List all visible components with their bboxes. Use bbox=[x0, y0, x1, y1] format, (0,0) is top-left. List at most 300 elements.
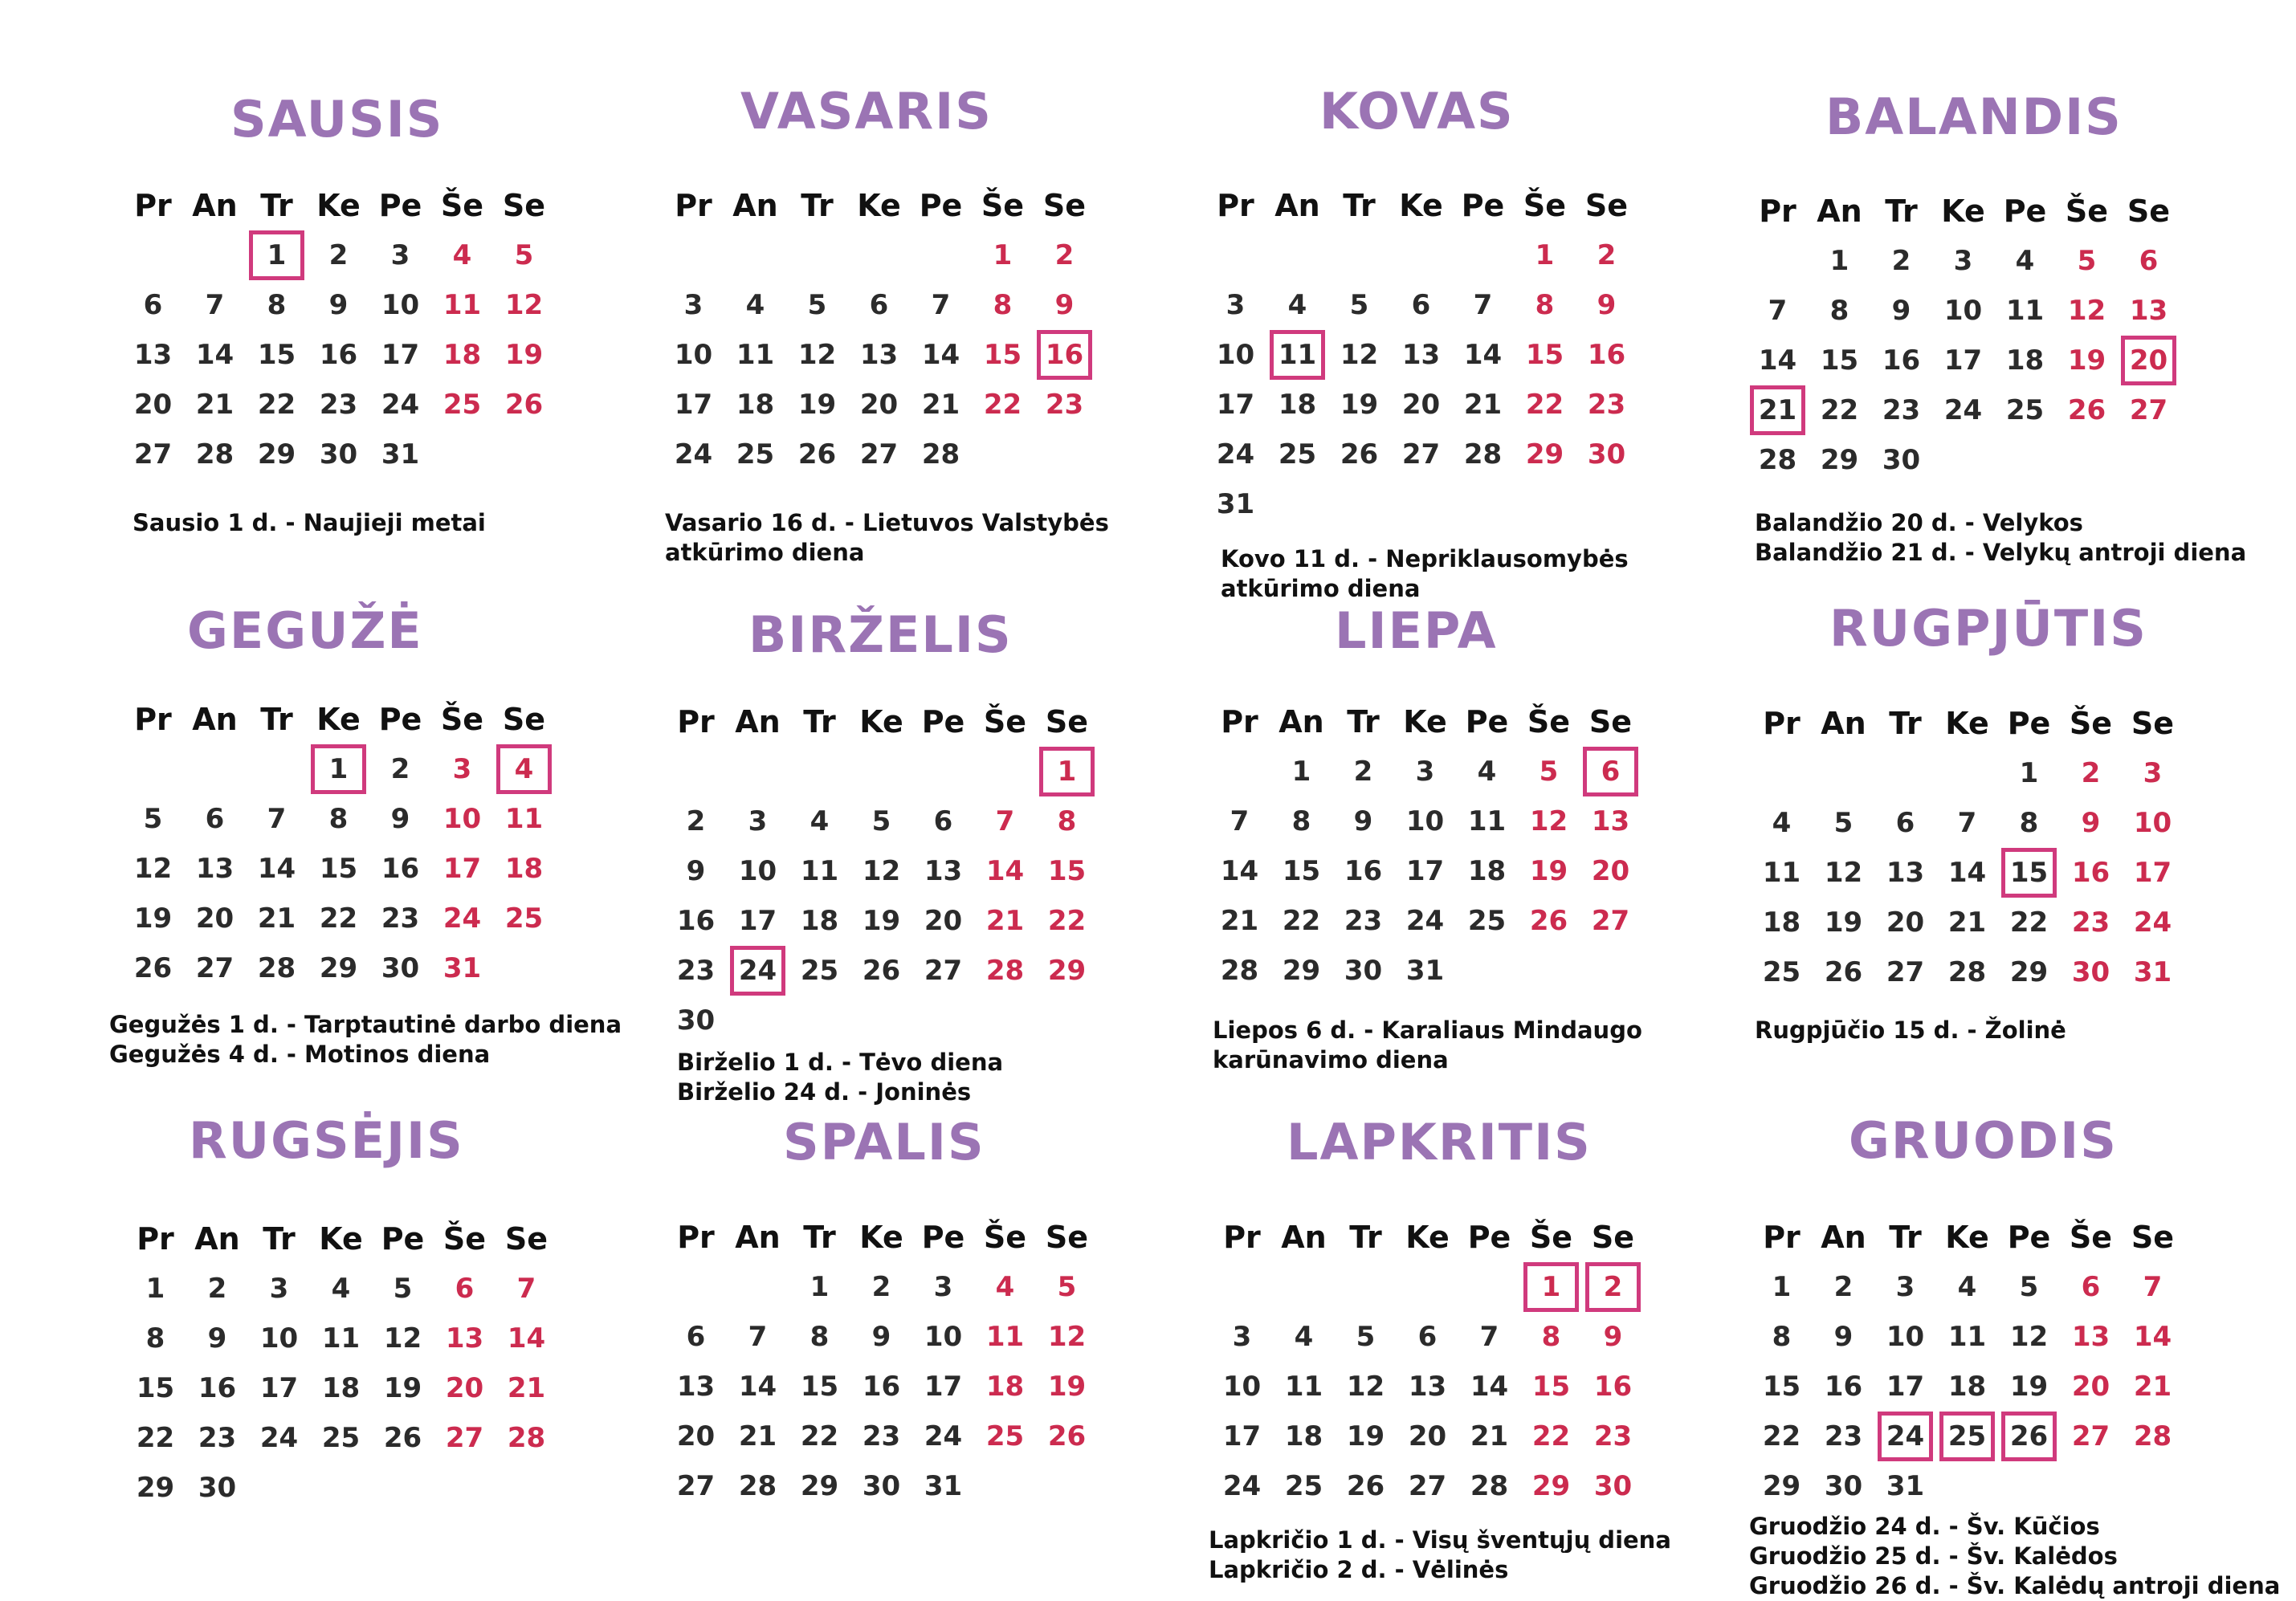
day-cell: 2 bbox=[207, 1273, 227, 1305]
empty-cell bbox=[974, 747, 1036, 796]
day-cell: 27 bbox=[924, 955, 963, 987]
day-cell: 5 bbox=[143, 803, 163, 835]
weekday-header: Ke bbox=[1945, 706, 1989, 741]
day-cell: 9 bbox=[1833, 1321, 1854, 1353]
day-cell: 3 bbox=[1895, 1271, 1915, 1303]
weekday-header: Se bbox=[502, 188, 546, 223]
weekday-header: Ke bbox=[319, 1221, 363, 1257]
day-cell: 25 bbox=[1762, 956, 1801, 988]
day-cell: 25 bbox=[1467, 905, 1507, 937]
holiday-day-cell: 24 bbox=[730, 946, 785, 996]
day-cell: 20 bbox=[1591, 855, 1630, 887]
day-cell: 14 bbox=[257, 853, 296, 885]
day-cell: 27 bbox=[2129, 394, 2168, 426]
day-cell: 22 bbox=[1282, 905, 1321, 937]
day-cell: 15 bbox=[1525, 339, 1564, 371]
day-cell: 4 bbox=[1477, 756, 1497, 788]
month-title: SAUSIS bbox=[230, 90, 444, 149]
day-cell: 25 bbox=[800, 955, 839, 987]
day-cell: 10 bbox=[1222, 1371, 1262, 1403]
month-grid-kovas bbox=[1205, 181, 1637, 529]
day-cell: 8 bbox=[1291, 805, 1311, 837]
day-cell: 11 bbox=[1467, 805, 1507, 837]
day-cell: 9 bbox=[686, 855, 706, 887]
day-cell: 20 bbox=[1886, 906, 1925, 939]
day-cell: 20 bbox=[195, 902, 234, 935]
month-title: RUGSĖJIS bbox=[189, 1111, 464, 1170]
month-grid-balandis bbox=[1747, 186, 2180, 485]
empty-cell bbox=[724, 230, 786, 280]
weekday-header: An bbox=[1274, 188, 1320, 223]
day-cell: 29 bbox=[1531, 1470, 1571, 1502]
day-cell: 19 bbox=[862, 905, 901, 937]
day-cell: 27 bbox=[859, 438, 899, 471]
weekday-header: Se bbox=[1591, 1220, 1635, 1255]
weekday-header: Še bbox=[440, 702, 484, 737]
empty-cell bbox=[246, 744, 308, 794]
weekday-header: Se bbox=[2127, 194, 2171, 229]
day-cell: 25 bbox=[321, 1422, 361, 1454]
holiday-notes bbox=[1213, 1016, 1642, 1075]
day-cell: 7 bbox=[205, 289, 225, 321]
day-cell: 6 bbox=[2081, 1271, 2101, 1303]
weekday-header: Še bbox=[2069, 706, 2113, 741]
day-cell: 9 bbox=[328, 289, 349, 321]
day-cell: 19 bbox=[1340, 389, 1379, 421]
month-grid-birželis bbox=[665, 697, 1098, 1045]
weekday-header: Se bbox=[2131, 1220, 2175, 1255]
day-cell: 17 bbox=[442, 853, 482, 885]
weekday-header: Pr bbox=[134, 702, 172, 737]
day-cell: 16 bbox=[676, 905, 716, 937]
empty-cell bbox=[912, 747, 974, 796]
holiday-notes bbox=[1749, 1512, 2280, 1601]
day-cell: 11 bbox=[2005, 295, 2045, 327]
holiday-day-cell: 21 bbox=[1750, 385, 1805, 435]
day-cell: 23 bbox=[1882, 394, 1921, 426]
day-cell: 17 bbox=[674, 389, 713, 421]
weekday-header: Ke bbox=[1405, 1220, 1450, 1255]
weekday-header: Ke bbox=[1399, 188, 1443, 223]
day-cell: 10 bbox=[1405, 805, 1445, 837]
holiday-day-cell: 16 bbox=[1037, 330, 1092, 380]
day-cell: 11 bbox=[985, 1321, 1025, 1353]
day-cell: 1 bbox=[1291, 756, 1311, 788]
day-cell: 23 bbox=[1593, 1420, 1633, 1452]
holiday-note: Vasario 16 d. - Lietuvos Valstybės bbox=[665, 509, 1109, 536]
month-title: KOVAS bbox=[1319, 82, 1515, 141]
holiday-note: Birželio 1 d. - Tėvo diena bbox=[677, 1049, 1004, 1076]
day-cell: 28 bbox=[195, 438, 234, 471]
day-cell: 8 bbox=[1057, 805, 1077, 837]
day-cell: 26 bbox=[1346, 1470, 1385, 1502]
day-cell: 2 bbox=[1353, 756, 1373, 788]
day-cell: 26 bbox=[1529, 905, 1568, 937]
day-cell: 9 bbox=[1597, 289, 1617, 321]
weekday-header: Tr bbox=[1885, 194, 1918, 229]
day-cell: 23 bbox=[1344, 905, 1383, 937]
day-cell: 22 bbox=[1820, 394, 1859, 426]
day-cell: 4 bbox=[452, 239, 472, 271]
weekday-header: Še bbox=[1529, 1220, 1573, 1255]
day-cell: 9 bbox=[1603, 1321, 1623, 1353]
day-cell: 12 bbox=[504, 289, 544, 321]
day-cell: 26 bbox=[1340, 438, 1379, 471]
day-cell: 13 bbox=[1401, 339, 1441, 371]
day-cell: 16 bbox=[1824, 1371, 1863, 1403]
day-cell: 2 bbox=[686, 805, 706, 837]
day-cell: 24 bbox=[674, 438, 713, 471]
day-cell: 7 bbox=[1230, 805, 1250, 837]
day-cell: 12 bbox=[1340, 339, 1379, 371]
weekday-header: Tr bbox=[1889, 1220, 1922, 1255]
day-cell: 4 bbox=[1957, 1271, 1977, 1303]
day-cell: 10 bbox=[1943, 295, 1983, 327]
day-cell: 28 bbox=[985, 955, 1025, 987]
month-title: BALANDIS bbox=[1825, 88, 2123, 146]
day-cell: 10 bbox=[259, 1322, 299, 1355]
day-cell: 31 bbox=[1886, 1470, 1925, 1502]
holiday-notes bbox=[133, 508, 486, 538]
day-cell: 14 bbox=[921, 339, 960, 371]
day-cell: 3 bbox=[933, 1271, 953, 1303]
day-cell: 15 bbox=[257, 339, 296, 371]
day-cell: 3 bbox=[390, 239, 410, 271]
day-cell: 6 bbox=[143, 289, 163, 321]
empty-cell bbox=[1751, 748, 1813, 798]
day-cell: 28 bbox=[507, 1422, 546, 1454]
day-cell: 6 bbox=[2139, 245, 2159, 277]
day-cell: 29 bbox=[2009, 956, 2049, 988]
weekday-header: Pe bbox=[1461, 188, 1505, 223]
weekday-header: An bbox=[1281, 1220, 1327, 1255]
day-cell: 15 bbox=[983, 339, 1022, 371]
day-cell: 30 bbox=[1882, 444, 1921, 476]
day-cell: 18 bbox=[736, 389, 775, 421]
day-cell: 15 bbox=[1531, 1371, 1571, 1403]
day-cell: 12 bbox=[133, 853, 173, 885]
weekday-header: Pe bbox=[381, 1221, 425, 1257]
day-cell: 22 bbox=[1047, 905, 1087, 937]
empty-cell bbox=[1397, 1262, 1458, 1312]
holiday-note: Kovo 11 d. - Nepriklausomybės bbox=[1221, 545, 1629, 572]
weekday-header: Se bbox=[1045, 1220, 1089, 1255]
empty-cell bbox=[789, 747, 850, 796]
day-cell: 7 bbox=[748, 1321, 768, 1353]
day-cell: 8 bbox=[810, 1321, 830, 1353]
day-cell: 23 bbox=[381, 902, 420, 935]
day-cell: 12 bbox=[1824, 857, 1863, 889]
day-cell: 23 bbox=[198, 1422, 237, 1454]
day-cell: 3 bbox=[1953, 245, 1973, 277]
day-cell: 16 bbox=[1344, 855, 1383, 887]
day-cell: 18 bbox=[1278, 389, 1317, 421]
weekday-header: Se bbox=[504, 1221, 549, 1257]
day-cell: 29 bbox=[319, 952, 358, 984]
day-cell: 5 bbox=[807, 289, 827, 321]
day-cell: 29 bbox=[1762, 1470, 1801, 1502]
weekday-header: Pe bbox=[2003, 194, 2047, 229]
holiday-day-cell: 1 bbox=[311, 744, 366, 794]
day-cell: 18 bbox=[442, 339, 482, 371]
weekday-header: An bbox=[194, 1221, 240, 1257]
weekday-header: Ke bbox=[859, 1220, 903, 1255]
day-cell: 20 bbox=[1401, 389, 1441, 421]
day-cell: 17 bbox=[1943, 344, 1983, 377]
day-cell: 20 bbox=[133, 389, 173, 421]
day-cell: 1 bbox=[1772, 1271, 1792, 1303]
day-cell: 13 bbox=[924, 855, 963, 887]
day-cell: 1 bbox=[145, 1273, 165, 1305]
day-cell: 10 bbox=[674, 339, 713, 371]
day-cell: 18 bbox=[985, 1371, 1025, 1403]
month-title: GRUODIS bbox=[1849, 1111, 2118, 1170]
weekday-header: Pr bbox=[134, 188, 172, 223]
weekday-header: Tr bbox=[1343, 188, 1376, 223]
day-cell: 21 bbox=[2133, 1371, 2172, 1403]
weekday-header: Ke bbox=[857, 188, 901, 223]
day-cell: 6 bbox=[686, 1321, 706, 1353]
day-cell: 9 bbox=[1891, 295, 1911, 327]
day-cell: 3 bbox=[683, 289, 703, 321]
weekday-header: Še bbox=[440, 188, 484, 223]
day-cell: 14 bbox=[985, 855, 1025, 887]
month-grid-rugsėjis bbox=[124, 1214, 557, 1513]
weekday-header: An bbox=[1821, 1220, 1866, 1255]
weekday-header: Še bbox=[981, 188, 1025, 223]
day-cell: 5 bbox=[514, 239, 534, 271]
month-grid-gruodis bbox=[1751, 1212, 2184, 1511]
day-cell: 9 bbox=[871, 1321, 891, 1353]
day-cell: 17 bbox=[1405, 855, 1445, 887]
weekday-header: Pr bbox=[137, 1221, 174, 1257]
holiday-note: Birželio 24 d. - Joninės bbox=[677, 1078, 972, 1106]
holiday-note: karūnavimo diena bbox=[1213, 1046, 1449, 1073]
day-cell: 5 bbox=[1057, 1271, 1077, 1303]
weekday-header: Ke bbox=[1941, 194, 1985, 229]
day-cell: 5 bbox=[2019, 1271, 2039, 1303]
day-cell: 21 bbox=[1947, 906, 1987, 939]
day-cell: 18 bbox=[1947, 1371, 1987, 1403]
weekday-header: Ke bbox=[316, 702, 361, 737]
weekday-header: Pe bbox=[921, 704, 965, 739]
day-cell: 15 bbox=[319, 853, 358, 885]
holiday-note: Rugpjūčio 15 d. - Žolinė bbox=[1755, 1016, 2066, 1044]
weekday-header: Ke bbox=[316, 188, 361, 223]
day-cell: 7 bbox=[1957, 807, 1977, 839]
day-cell: 27 bbox=[1408, 1470, 1447, 1502]
weekday-header: Pe bbox=[2007, 706, 2051, 741]
day-cell: 4 bbox=[1294, 1321, 1314, 1353]
day-cell: 1 bbox=[1535, 239, 1555, 271]
day-cell: 4 bbox=[745, 289, 765, 321]
day-cell: 2 bbox=[1833, 1271, 1854, 1303]
empty-cell bbox=[1211, 1262, 1273, 1312]
day-cell: 31 bbox=[924, 1470, 963, 1502]
month-grid-gegužė bbox=[122, 695, 555, 993]
day-cell: 31 bbox=[442, 952, 482, 984]
day-cell: 12 bbox=[1047, 1321, 1087, 1353]
day-cell: 5 bbox=[1356, 1321, 1376, 1353]
day-cell: 8 bbox=[993, 289, 1013, 321]
month-grid-vasaris bbox=[663, 181, 1095, 479]
day-cell: 22 bbox=[319, 902, 358, 935]
holiday-day-cell: 25 bbox=[1939, 1412, 1995, 1461]
day-cell: 15 bbox=[136, 1372, 175, 1404]
day-cell: 12 bbox=[2009, 1321, 2049, 1353]
day-cell: 7 bbox=[267, 803, 287, 835]
day-cell: 5 bbox=[871, 805, 891, 837]
day-cell: 21 bbox=[195, 389, 234, 421]
weekday-header: Še bbox=[2069, 1220, 2113, 1255]
day-cell: 22 bbox=[1531, 1420, 1571, 1452]
empty-cell bbox=[184, 744, 246, 794]
day-cell: 10 bbox=[738, 855, 777, 887]
day-cell: 8 bbox=[1535, 289, 1555, 321]
weekday-header: Se bbox=[502, 702, 546, 737]
day-cell: 25 bbox=[504, 902, 544, 935]
day-cell: 28 bbox=[738, 1470, 777, 1502]
day-cell: 11 bbox=[1284, 1371, 1323, 1403]
day-cell: 30 bbox=[381, 952, 420, 984]
holiday-note: Gruodžio 26 d. - Šv. Kalėdų antroji diena bbox=[1749, 1572, 2281, 1599]
day-cell: 28 bbox=[1947, 956, 1987, 988]
weekday-header: Se bbox=[2131, 706, 2175, 741]
day-cell: 6 bbox=[933, 805, 953, 837]
day-cell: 19 bbox=[797, 389, 837, 421]
day-cell: 23 bbox=[319, 389, 358, 421]
day-cell: 2 bbox=[390, 753, 410, 785]
empty-cell bbox=[1328, 230, 1390, 280]
weekday-header: Pr bbox=[1217, 188, 1254, 223]
day-cell: 22 bbox=[983, 389, 1022, 421]
empty-cell bbox=[1874, 748, 1936, 798]
day-cell: 19 bbox=[1824, 906, 1863, 939]
day-cell: 6 bbox=[869, 289, 889, 321]
day-cell: 24 bbox=[1216, 438, 1255, 471]
day-cell: 7 bbox=[1479, 1321, 1499, 1353]
day-cell: 30 bbox=[1824, 1470, 1863, 1502]
day-cell: 17 bbox=[1222, 1420, 1262, 1452]
day-cell: 7 bbox=[516, 1273, 536, 1305]
holiday-note: Gruodžio 25 d. - Šv. Kalėdos bbox=[1749, 1542, 2118, 1570]
day-cell: 21 bbox=[257, 902, 296, 935]
day-cell: 21 bbox=[507, 1372, 546, 1404]
day-cell: 25 bbox=[985, 1420, 1025, 1452]
weekday-header: Pe bbox=[2007, 1220, 2051, 1255]
holiday-notes bbox=[1755, 508, 2246, 568]
empty-cell bbox=[1747, 236, 1809, 286]
weekday-header: Tr bbox=[803, 704, 836, 739]
empty-cell bbox=[122, 744, 184, 794]
day-cell: 12 bbox=[797, 339, 837, 371]
weekday-header: Tr bbox=[260, 188, 293, 223]
day-cell: 18 bbox=[2005, 344, 2045, 377]
day-cell: 14 bbox=[1220, 855, 1259, 887]
day-cell: 8 bbox=[1541, 1321, 1561, 1353]
day-cell: 20 bbox=[859, 389, 899, 421]
weekday-header: An bbox=[1817, 194, 1862, 229]
day-cell: 27 bbox=[676, 1470, 716, 1502]
day-cell: 15 bbox=[1282, 855, 1321, 887]
day-cell: 9 bbox=[1054, 289, 1075, 321]
day-cell: 2 bbox=[1891, 245, 1911, 277]
day-cell: 13 bbox=[2129, 295, 2168, 327]
month-grid-liepa bbox=[1209, 697, 1641, 996]
day-cell: 20 bbox=[2071, 1371, 2110, 1403]
day-cell: 8 bbox=[2019, 807, 2039, 839]
holiday-day-cell: 1 bbox=[249, 230, 304, 280]
day-cell: 7 bbox=[931, 289, 951, 321]
day-cell: 2 bbox=[2081, 757, 2101, 789]
day-cell: 14 bbox=[1947, 857, 1987, 889]
day-cell: 2 bbox=[871, 1271, 891, 1303]
day-cell: 20 bbox=[924, 905, 963, 937]
day-cell: 22 bbox=[800, 1420, 839, 1452]
day-cell: 29 bbox=[257, 438, 296, 471]
holiday-day-cell: 2 bbox=[1585, 1262, 1641, 1312]
day-cell: 27 bbox=[2071, 1420, 2110, 1452]
holiday-note: Gruodžio 24 d. - Šv. Kūčios bbox=[1749, 1513, 2100, 1540]
day-cell: 31 bbox=[381, 438, 420, 471]
day-cell: 13 bbox=[859, 339, 899, 371]
day-cell: 29 bbox=[1282, 955, 1321, 987]
day-cell: 16 bbox=[862, 1371, 901, 1403]
day-cell: 12 bbox=[2067, 295, 2106, 327]
day-cell: 12 bbox=[1529, 805, 1568, 837]
day-cell: 22 bbox=[1525, 389, 1564, 421]
day-cell: 3 bbox=[2143, 757, 2163, 789]
empty-cell bbox=[184, 230, 246, 280]
weekday-header: Pr bbox=[1763, 706, 1801, 741]
day-cell: 17 bbox=[381, 339, 420, 371]
day-cell: 29 bbox=[1525, 438, 1564, 471]
day-cell: 23 bbox=[1824, 1420, 1863, 1452]
day-cell: 19 bbox=[2067, 344, 2106, 377]
empty-cell bbox=[663, 230, 724, 280]
day-cell: 9 bbox=[207, 1322, 227, 1355]
holiday-notes bbox=[109, 1010, 622, 1069]
day-cell: 24 bbox=[1405, 905, 1445, 937]
holiday-notes bbox=[665, 508, 1109, 568]
weekday-header: Pe bbox=[378, 702, 422, 737]
day-cell: 25 bbox=[442, 389, 482, 421]
day-cell: 13 bbox=[133, 339, 173, 371]
day-cell: 23 bbox=[2071, 906, 2110, 939]
day-cell: 8 bbox=[328, 803, 349, 835]
holiday-notes bbox=[1209, 1526, 1671, 1585]
weekday-header: Se bbox=[1045, 704, 1089, 739]
day-cell: 4 bbox=[810, 805, 830, 837]
empty-cell bbox=[850, 747, 912, 796]
day-cell: 20 bbox=[676, 1420, 716, 1452]
day-cell: 27 bbox=[1401, 438, 1441, 471]
weekday-header: Tr bbox=[803, 1220, 836, 1255]
day-cell: 25 bbox=[2005, 394, 2045, 426]
holiday-day-cell: 6 bbox=[1583, 747, 1638, 796]
day-cell: 30 bbox=[2071, 956, 2110, 988]
day-cell: 9 bbox=[1353, 805, 1373, 837]
day-cell: 11 bbox=[442, 289, 482, 321]
weekday-header: Pr bbox=[1763, 1220, 1801, 1255]
day-cell: 5 bbox=[1539, 756, 1559, 788]
day-cell: 19 bbox=[1346, 1420, 1385, 1452]
holiday-day-cell: 15 bbox=[2001, 848, 2057, 898]
day-cell: 30 bbox=[1593, 1470, 1633, 1502]
day-cell: 8 bbox=[1772, 1321, 1792, 1353]
weekday-header: An bbox=[732, 188, 778, 223]
day-cell: 10 bbox=[1216, 339, 1255, 371]
